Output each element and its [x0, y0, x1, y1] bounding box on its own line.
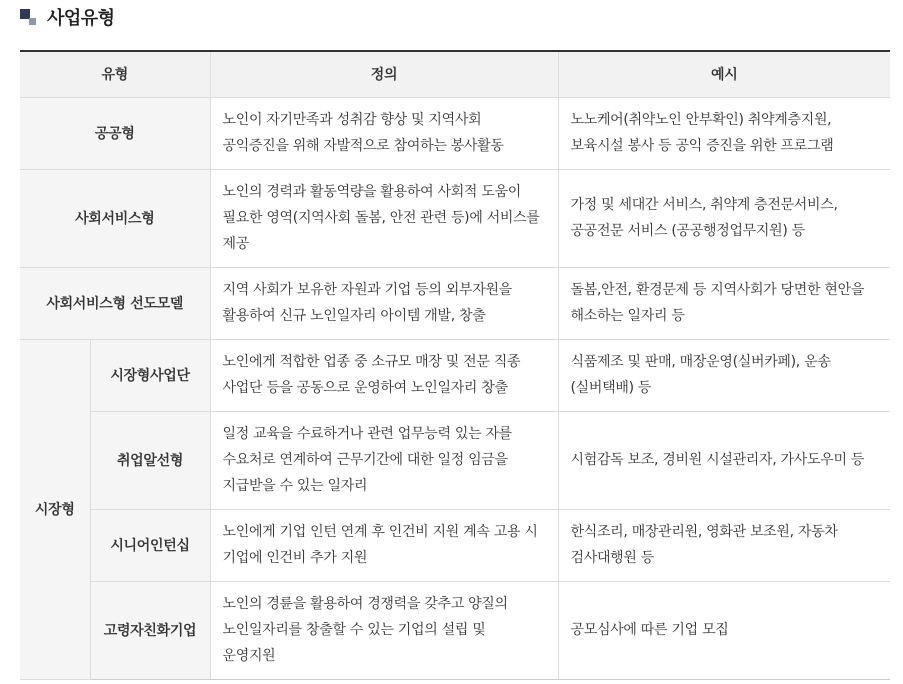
- examples-cell: 한식조리, 매장관리원, 영화관 보조원, 자동차 검사대행원 등: [558, 510, 890, 582]
- table-row: [20, 582, 890, 680]
- table-row: [20, 412, 890, 510]
- header-examples: 예시: [558, 51, 890, 98]
- section-title: 사업유형: [47, 8, 115, 29]
- type-cell: 공공형: [20, 98, 210, 170]
- header-type: 유형: [20, 51, 210, 98]
- subtype-cell: 시장형사업단: [90, 340, 210, 412]
- title-square-light: [29, 18, 36, 25]
- definition-cell: 노인이 자기만족과 성취감 향상 및 지역사회 공익증진을 위해 자발적으로 참여하는 봉사활동: [210, 98, 558, 170]
- definition-cell: 노인에게 적합한 업종 중 소규모 매장 및 전문 직종 사업단 등을 공동으로 운영하여 노인일자리 창출: [210, 340, 558, 412]
- examples-cell: 식품제조 및 판매, 매장운영(실버카페), 운송 (실버택배) 등: [558, 340, 890, 412]
- header-row: [20, 51, 890, 98]
- definition-cell: 일정 교육을 수료하거나 관련 업무능력 있는 자를 수요처로 연계하여 근무기간에 대한 일정 임금을 지급받을 수 있는 일자리: [210, 412, 558, 510]
- examples-cell: 돌봄,안전, 환경문제 등 지역사회가 당면한 현안을 해소하는 일자리 등: [558, 268, 890, 340]
- table-header: [20, 51, 890, 98]
- header-definition: 정의: [210, 51, 558, 98]
- definition-cell: 노인의 경력과 활동역량을 활용하여 사회적 도움이 필요한 영역(지역사회 돌봄, 안전 관련 등)에 서비스를 제공: [210, 170, 558, 268]
- subtype-cell: 취업알선형: [90, 412, 210, 510]
- subtype-cell: 고령자친화기업: [90, 582, 210, 680]
- section-header: [20, 4, 115, 30]
- definition-cell: 지역 사회가 보유한 자원과 기업 등의 외부자원을 활용하여 신규 노인일자리 아이템 개발, 창출: [210, 268, 558, 340]
- type-cell: 사회서비스형: [20, 170, 210, 268]
- examples-cell: 공모심사에 따른 기업 모집: [558, 582, 890, 680]
- market-group-cell: 시장형: [20, 340, 90, 680]
- table-row: [20, 98, 890, 170]
- examples-cell: 시험감독 보조, 경비원 시설관리자, 가사도우미 등: [558, 412, 890, 510]
- examples-cell: 가정 및 세대간 서비스, 취약계 층전문서비스, 공공전문 서비스 (공공행정업무지원) 등: [558, 170, 890, 268]
- table-row: [20, 170, 890, 268]
- table-row: [20, 268, 890, 340]
- subtype-cell: 시니어인턴십: [90, 510, 210, 582]
- table-row: [20, 510, 890, 582]
- table-body: [20, 98, 890, 680]
- title-square-icon: [20, 7, 40, 27]
- examples-cell: 노노케어(취약노인 안부확인) 취약계층지원, 보육시설 봉사 등 공익 증진을 위한 프로그램: [558, 98, 890, 170]
- business-type-table: [20, 50, 890, 680]
- table-row: [20, 340, 890, 412]
- type-cell: 사회서비스형 선도모델: [20, 268, 210, 340]
- definition-cell: 노인에게 기업 인턴 연계 후 인건비 지원 계속 고용 시 기업에 인건비 추가 지원: [210, 510, 558, 582]
- business-type-table-container: [20, 50, 890, 680]
- definition-cell: 노인의 경륜을 활용하여 경쟁력을 갖추고 양질의 노인일자리를 창출할 수 있는 기업의 설립 및 운영지원: [210, 582, 558, 680]
